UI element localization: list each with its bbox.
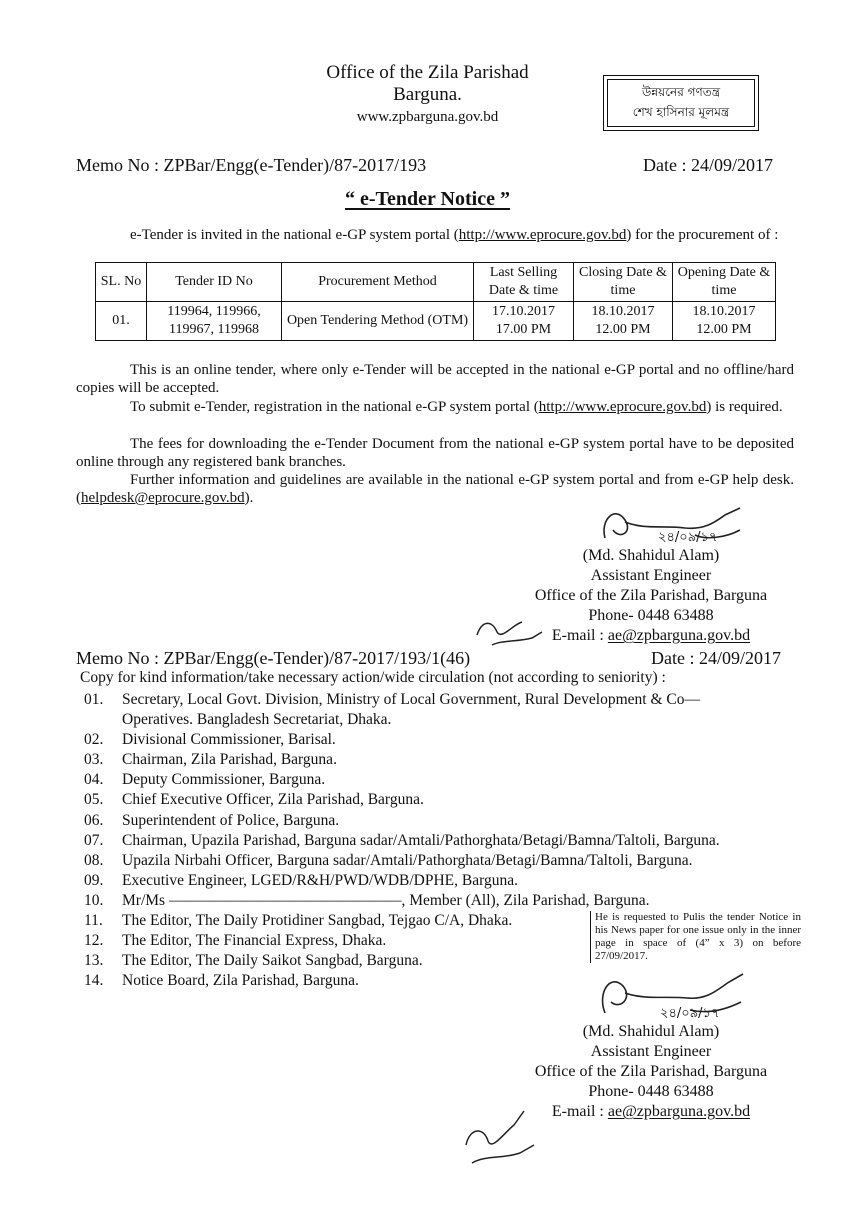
eprocure-link[interactable]: http://www.eprocure.gov.bd [458,227,627,243]
list-item: 02. Divisional Commissioner, Barisal. [84,731,336,749]
list-item: 12. The Editor, The Financial Express, Dhaka. [84,932,387,950]
signature-block-1 [520,546,782,646]
header-closing: Closing Date & time [574,263,673,302]
signatory-email-line: E-mail : ae@zpbarguna.gov.bd [551,627,751,644]
helpdesk-paragraph: Further information and guidelines are available in the national e-GP system portal and from e-GP help desk. (helpdesk@eprocure.gov.bd). [76,472,794,506]
fees-paragraph: The fees for downloading the e-Tender Document from the national e-GP system portal have to be deposited online through any registered bank branches. [76,436,794,470]
sign-date: ২৪/০৯/১৭ [658,530,718,545]
office-place: Barguna. [393,84,462,105]
signatory-name: (Md. Shahidul Alam) [582,547,720,564]
intro-paragraph: e-Tender is invited in the national e-GP system portal (http://www.eprocure.gov.bd) for the procurement of : [130,227,779,243]
signatory-phone-2: Phone- 0448 63488 [588,1083,714,1100]
signature-block-2 [520,1022,782,1122]
list-item: 10. Mr/Ms ———————————————, Member (All), Zila Parishad, Barguna. [84,891,650,909]
office-website[interactable]: www.zpbarguna.gov.bd [356,109,499,125]
helpdesk-link[interactable]: helpdesk@eprocure.gov.bd [81,490,245,506]
cell-method: Open Tendering Method (OTM) [282,302,474,341]
list-item: 14. Notice Board, Zila Parishad, Barguna. [84,972,359,990]
list-item: 05. Chief Executive Officer, Zila Parishad, Barguna. [84,791,424,809]
signatory-designation: Assistant Engineer [590,567,712,584]
slogan-box [603,75,759,131]
signatory-name-2: (Md. Shahidul Alam) [582,1023,720,1040]
sign-date-2: ২৪/০৯/১৭ [660,1006,720,1021]
list-item: 06. Superintendent of Police, Barguna. [84,811,340,829]
memo-date: Date : 24/09/2017 [643,155,773,175]
header-method: Procurement Method [282,263,474,302]
signatory-office-2: Office of the Zila Parishad, Barguna [534,1063,768,1080]
header-opening: Opening Date & time [673,263,776,302]
signatory-phone: Phone- 0448 63488 [588,607,714,624]
list-item: 11. The Editor, The Daily Protidiner Sangbad, Tejgao C/A, Dhaka. [84,912,513,930]
signatory-email[interactable]: ae@zpbarguna.gov.bd [607,627,751,644]
header-tender-id: Tender ID No [147,263,282,302]
initial-scribble-2 [458,1105,548,1170]
registration-link[interactable]: http://www.eprocure.gov.bd [538,399,707,415]
list-item: 04. Deputy Commissioner, Barguna. [84,771,326,789]
notice-title: “ e-Tender Notice ” [345,188,510,210]
memo2-number: Memo No : ZPBar/Engg(e-Tender)/87-2017/193/1(46) [76,648,471,668]
list-item: Operatives. Bangladesh Secretariat, Dhaka. [122,711,392,729]
signatory-designation-2: Assistant Engineer [590,1043,712,1060]
list-item: 07. Chairman, Upazila Parishad, Barguna sadar/Amtali/Pathorghata/Betagi/Bamna/Taltoli, Barguna. [84,831,720,849]
cell-closing: 18.10.2017 12.00 PM [574,302,673,341]
office-name: Office of the Zila Parishad [326,62,529,83]
table-row [96,302,776,341]
cell-opening: 18.10.2017 12.00 PM [673,302,776,341]
cell-sl: 01. [96,302,147,341]
table-header-row [96,263,776,302]
slogan-line-1: উন্নয়নের গণতন্ত্র [641,85,721,99]
signatory-email-2[interactable]: ae@zpbarguna.gov.bd [607,1103,751,1120]
signatory-office: Office of the Zila Parishad, Barguna [534,587,768,604]
list-item: 13. The Editor, The Daily Saikot Sangbad, Barguna. [84,952,423,970]
copy-line: Copy for kind information/take necessary action/wide circulation (not according to seniority) : [80,669,666,686]
registration-paragraph: To submit e-Tender, registration in the national e-GP system portal (http://www.eprocure.gov.bd) is required. [130,399,783,415]
slogan-line-2: শেখ হাসিনার মূলমন্ত্র [632,105,730,119]
memo2-date: Date : 24/09/2017 [651,648,781,668]
memo-number: Memo No : ZPBar/Engg(e-Tender)/87-2017/193 [76,155,427,175]
editor-note: He is requested to Pulis the tender Notice in his News paper for one issue only in the inner page in space of (4” x 3) on before 27/09/2017. [590,911,801,963]
online-tender-paragraph: This is an online tender, where only e-Tender will be accepted in the national e-GP portal and no offline/hard copies will be accepted. [76,362,794,396]
tender-table [95,262,776,341]
list-item: 03. Chairman, Zila Parishad, Barguna. [84,751,337,769]
header-sl: SL. No [96,263,147,302]
cell-tender-ids: 119964, 119966, 119967, 119968 [147,302,282,341]
initial-scribble [472,610,552,650]
signatory-email-line-2: E-mail : ae@zpbarguna.gov.bd [551,1103,751,1120]
list-item: 08. Upazila Nirbahi Officer, Barguna sadar/Amtali/Pathorghata/Betagi/Bamna/Taltoli, Barguna. [84,851,693,869]
list-item: 01. Secretary, Local Govt. Division, Ministry of Local Government, Rural Development & Co— [84,691,700,708]
cell-last-selling: 17.10.2017 17.00 PM [474,302,574,341]
list-item: 09. Executive Engineer, LGED/R&H/PWD/WDB/DPHE, Barguna. [84,871,518,889]
header-last-selling: Last Selling Date & time [474,263,574,302]
